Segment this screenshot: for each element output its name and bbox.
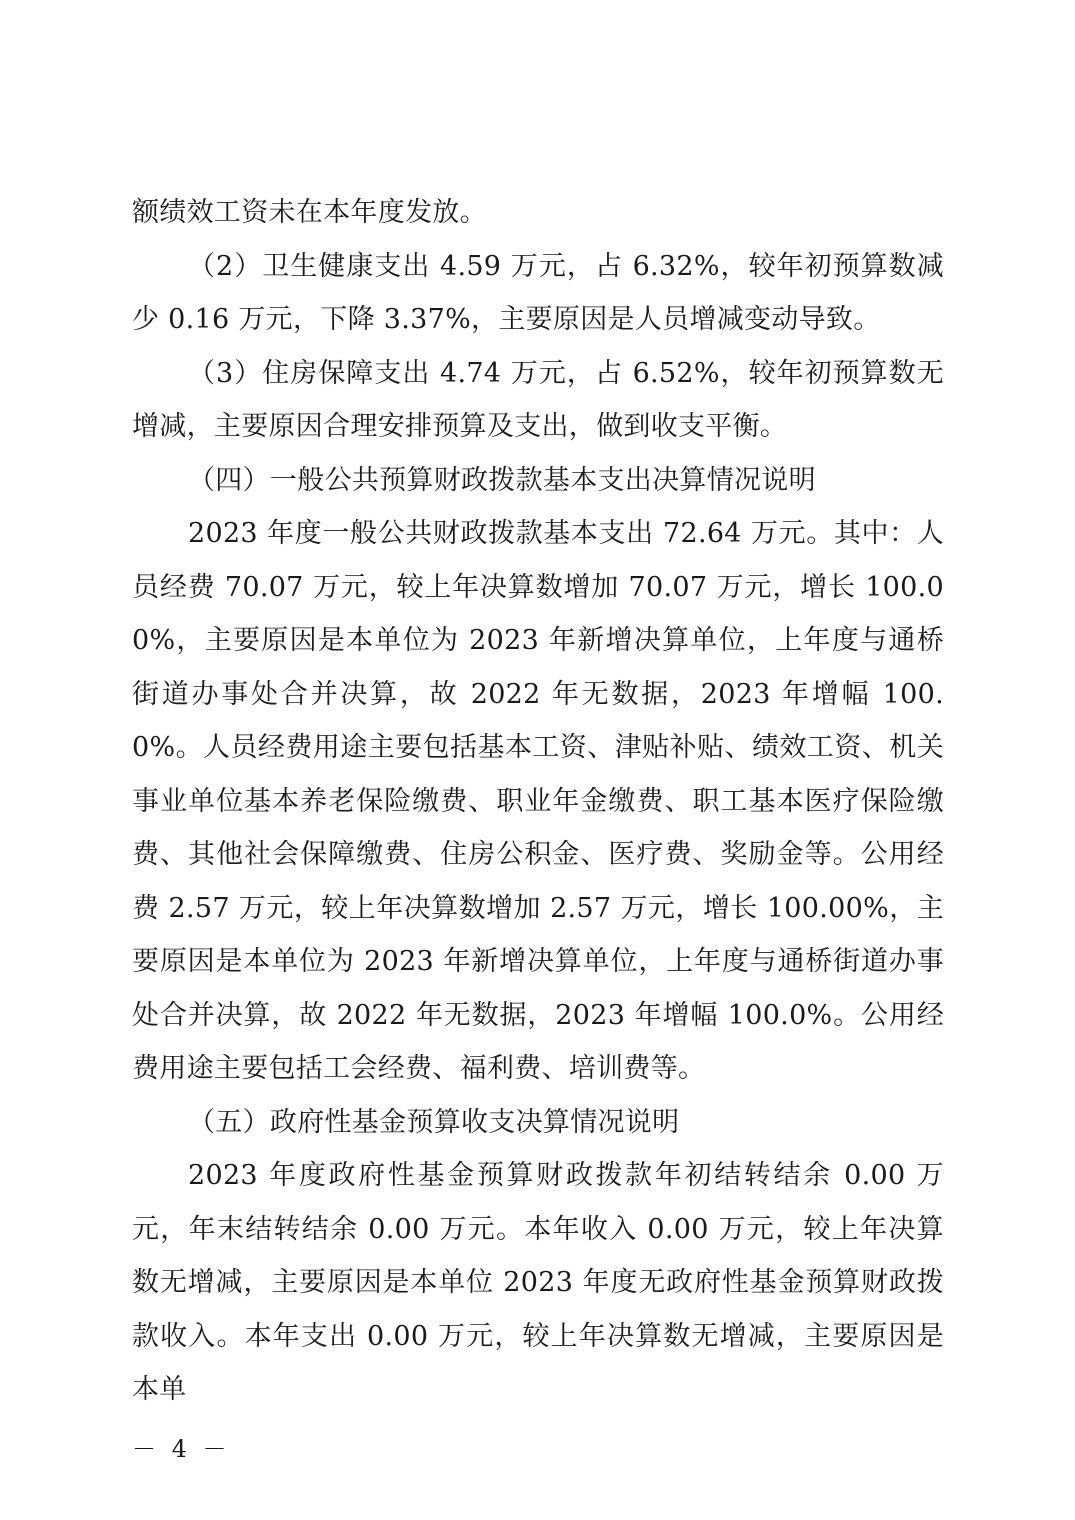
document-body bbox=[132, 186, 944, 1417]
paragraph-government-fund: 2023 年度政府性基金预算财政拨款年初结转结余 0.00 万元，年末结转结余 0.00 万元。本年收入 0.00 万元，较上年决算数无增减，主要原因是本单位 2023 年度无政府性基金预算财政拨款收入。本年支出 0.00 万元，较上年决算数无增减，主要原因是本单 bbox=[132, 1160, 944, 1405]
paragraph-continuation: 额绩效工资未在本年度发放。 bbox=[132, 197, 487, 228]
paragraph-housing-expenditure: （3）住房保障支出 4.74 万元，占 6.52%，较年初预算数无增减，主要原因合理安排预算及支出，做到收支平衡。 bbox=[132, 357, 944, 442]
paragraph-health-expenditure: （2）卫生健康支出 4.59 万元，占 6.32%，较年初预算数减少 0.16 万元，下降 3.37%，主要原因是人员增减变动导致。 bbox=[132, 250, 944, 335]
paragraph-basic-expenditure: 2023 年度一般公共财政拨款基本支出 72.64 万元。其中：人员经费 70.07 万元，较上年决算数增加 70.07 万元，增长 100.00%，主要原因是本单位为 2023 年新增决算单位，上年度与通桥街道办事处合并决算，故 2022 年无数据，2023 年增幅 100.0%。人员经费用途主要包括基本工资、津贴补贴、绩效工资、机关事业单位基本养老保险缴费、职业年金缴费、职工基本医疗保险缴费、其他社会保障缴费、住房公积金、医疗费、奖励金等。公用经费 2.57 万元，较上年决算数增加 2.57 万元，增长 100.00%，主要原因是本单位为 2023 年新增决算单位，上年度与通桥街道办事处合并决算，故 2022 年无数据，2023 年增幅 100.0%。公用经费用途主要包括工会经费、福利费、培训费等。 bbox=[132, 518, 944, 1084]
section-heading-basic-expenditure: （四）一般公共预算财政拨款基本支出决算情况说明 bbox=[188, 464, 816, 496]
section-heading-government-fund: （五）政府性基金预算收支决算情况说明 bbox=[188, 1106, 680, 1138]
page-number: － 4 － bbox=[132, 1435, 231, 1463]
